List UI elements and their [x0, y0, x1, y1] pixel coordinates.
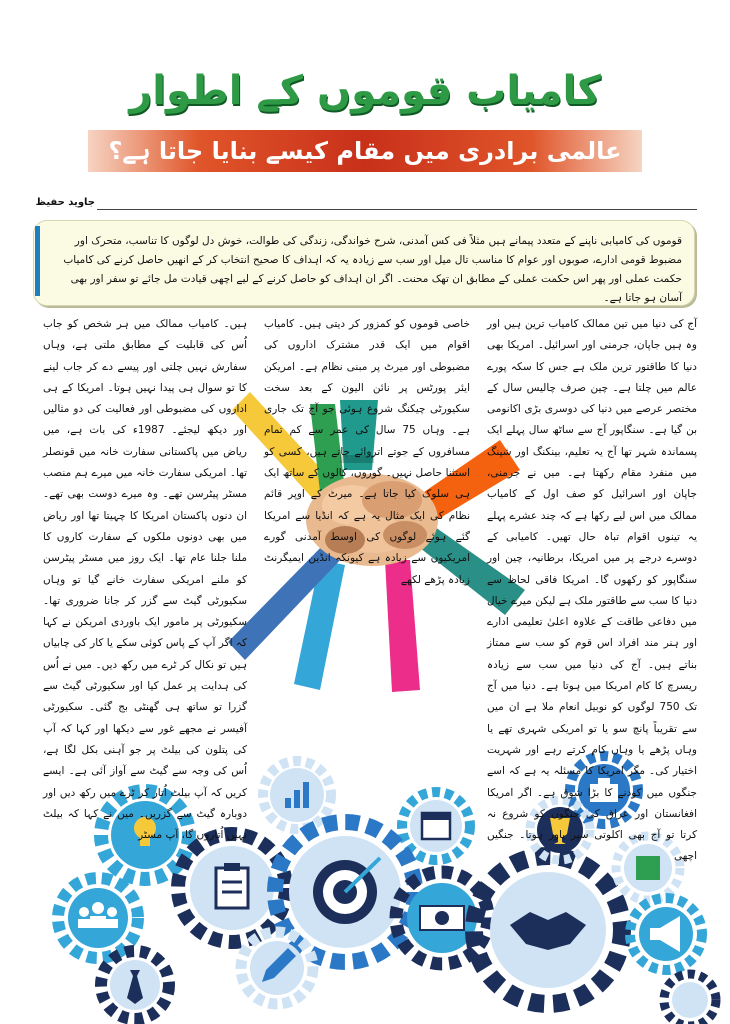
clipboard-icon: [216, 863, 248, 908]
gear-team: [58, 878, 138, 958]
author-name: جاوید حفیظ: [35, 197, 95, 208]
gear-bar-chart: [263, 761, 331, 829]
gear-target: [275, 822, 415, 962]
page-subtitle: عالمی برادری میں مقام کیسے بنایا جاتا ہے؟: [108, 137, 622, 165]
gear-pencil: [241, 932, 313, 1004]
page-title: کامیاب قوموں کے اطوار: [129, 68, 601, 114]
column-left-text: ہیں۔ کامیاب ممالک میں ہر شخص کو جاب اُس کی قابلیت کے مطابق ملتی ہے، وہاں سفارش نہیں چلتی اور پیسے دے کر جاب لینے کا تو سوال ہی پیدا نہیں ہوتا۔ امریکا کے ہی اداروں کی مضبوطی اور فعالیت کی دو مثالیں اور دیکھ لیجئے۔ 1987ء کی بات ہے، میں ریاض میں پاکستانی سفارت خانہ میں قونصلر تھا۔ امریکی سفارت خانہ میں میرے ہم منصب مسٹر پیٹرسن تھے۔ وہ میرے دوست بھی تھے۔ ان دنوں پاکستان امریکا کا چہیتا تھا اور ریاض میں بھی دونوں ملکوں کے سفارت کاروں کا ملنا جلنا عام تھا۔ ایک روز میں مسٹر پیٹرسن کو ملنے امریکی سفارت خانے گیا تو وہاں سکیورٹی گیٹ سے گزر کر جانا ضروری تھا۔ سکیورٹی پر مامور ایک باوردی امریکن نے کہا کہ اگر آپ کے پاس کوئی سکے یا کار کی چابیاں ہیں تو نکال کر ٹرے میں رکھ دیں۔ میں نے اُس کی ہدایت پر عمل کیا اور سکیورٹی گیٹ سے گزرا تو ساتھ ہی گھنٹی بج گئی۔ سکیورٹی آفیسر نے مجھے غور سے دیکھا اور کہا کہ آپ کی پتلون کی بیلٹ پر جو آہنی بکل لگا ہے، اُس کی وجہ سے گیٹ سے آواز آئی ہے۔ ایسے کریں کہ آپ بیلٹ اُتار کر ٹرے میں رکھ دیں اور دوبارہ گیٹ سے گزریں۔ میں نے کہا کہ بیلٹ نہیں اُتاروں گا، آپ مسٹر: [43, 318, 247, 842]
gear-small-right: [664, 974, 716, 1024]
intro-text: قوموں کی کامیابی ناپنے کے متعدد پیمانے ہیں مثلاً فی کس آمدنی، شرح خواندگی، زندگی کی طوالت، خوش دل لوگوں کا تناسب، متحرک اور مضبوط قومی ادارے، صوبوں اور عوام کا مناسب تال میل اور سب سے زیادہ یہ کہ اہداف کا صحیح انتخاب کر کے انھیں حاصل کرنے کی کامیاب حکمت عملی اور پھر اس حکمت عملی کے مطابق ان تھک محنت۔ اگر ان اہداف کو حاصل کرنے کے لیے اچھی قیادت مل جائے تو سفر اور بھی آسان ہو جاتا ہے۔: [63, 235, 682, 304]
subtitle-banner: [88, 130, 642, 172]
gear-calendar: [402, 792, 470, 860]
article-column-left: [43, 314, 247, 846]
author-divider: [97, 209, 697, 210]
money-icon: [420, 906, 464, 930]
column-right-text: آج کی دنیا میں تین ممالک کامیاب ترین ہیں اور وہ ہیں جاپان، جرمنی اور اسرائیل۔ امریکا بھی دنیا کا طاقتور ترین ملک ہے جس کا سکہ پورے عالم میں چلتا ہے۔ چین صرف چالیس سال کے مختصر عرصے میں دنیا کی دوسری بڑی اکانومی بن گیا ہے۔ سنگاپور آج سے ساٹھ سال پہلے ایک پسماندہ شہر تھا آج یہ تعلیم، بینکنگ اور شپنگ میں منفرد مقام رکھتا ہے۔ میں نے جرمنی، جاپان اور اسرائیل کو صف اول کے کامیاب ممالک میں اس لیے رکھا ہے کہ چند عشرے پہلے یہ تینوں اقوام تباہ حال تھیں۔ کامیابی کے دوسرے درجے پر میں امریکا، برطانیہ، چین اور سنگاپور کو رکھوں گا۔ امریکا فاقی لحاظ سے دنیا کا سب سے طاقتور ملک ہے لیکن میرے خیال میں دفاعی طاقت کے علاوہ اعلیٰ تعلیمی ادارے اور ہنر مند افراد اس قوم کو سب سے ممتاز بناتے ہیں۔ آج کی دنیا میں سب سے زیادہ ریسرچ کا کام امریکا میں ہوتا ہے۔ دنیا میں آج تک 750 لوگوں کو نوبیل انعام ملا ہے ان میں سے تقریباً پانچ سو یا تو امریکی شہری تھے یا وہاں پڑھے یا وہاں کام کرتے رہے اور شہریت اختیار کی۔ مگر امریکا کا مسئلہ یہ ہے کہ اسے جنگوں میں کودنے کا بڑا شوق ہے۔ اگر امریکا افغانستان اور عراق کی جنگوں کو شروع نہ کرتا تو آج بھی اکلوتی سپر پاور ہوتا۔ جنگیں اچھی: [487, 318, 697, 863]
gear-handshake: [474, 856, 622, 1004]
article-column-middle: [264, 314, 470, 591]
column-middle-text: خاصی قوموں کو کمزور کر دیتی ہیں۔ کامیاب اقوام میں ایک قدر مشترک اداروں کی مضبوطی اور میرٹ پر مبنی نظام ہے۔ امریکن ایئر پورٹس پر نائن الیون کے بعد سخت سکیورٹی چیکنگ شروع ہوئی جو آج تک جاری ہے۔ وہاں 75 سال کی عمر سے کم تمام مسافروں کے جوتے اتروائے جاتے ہیں، کسی کو استثنا حاصل نہیں۔ گوروں، کالوں کے ساتھ ایک ہی سلوک کیا جاتا ہے۔ میرٹ کے اوپر قائم نظام کی ایک مثال یہ ہے کہ انڈیا سے امریکا گئے ہوئے لوگوں کی اوسط آمدنی گورے امریکیوں سے زیادہ ہے کیونکہ انڈین ایمیگرنٹ زیادہ پڑھے لکھے: [264, 318, 470, 586]
article-column-right: [487, 314, 697, 868]
calendar-icon: [422, 813, 450, 839]
intro-accent-bar: [35, 226, 40, 296]
gear-megaphone: [630, 898, 702, 970]
